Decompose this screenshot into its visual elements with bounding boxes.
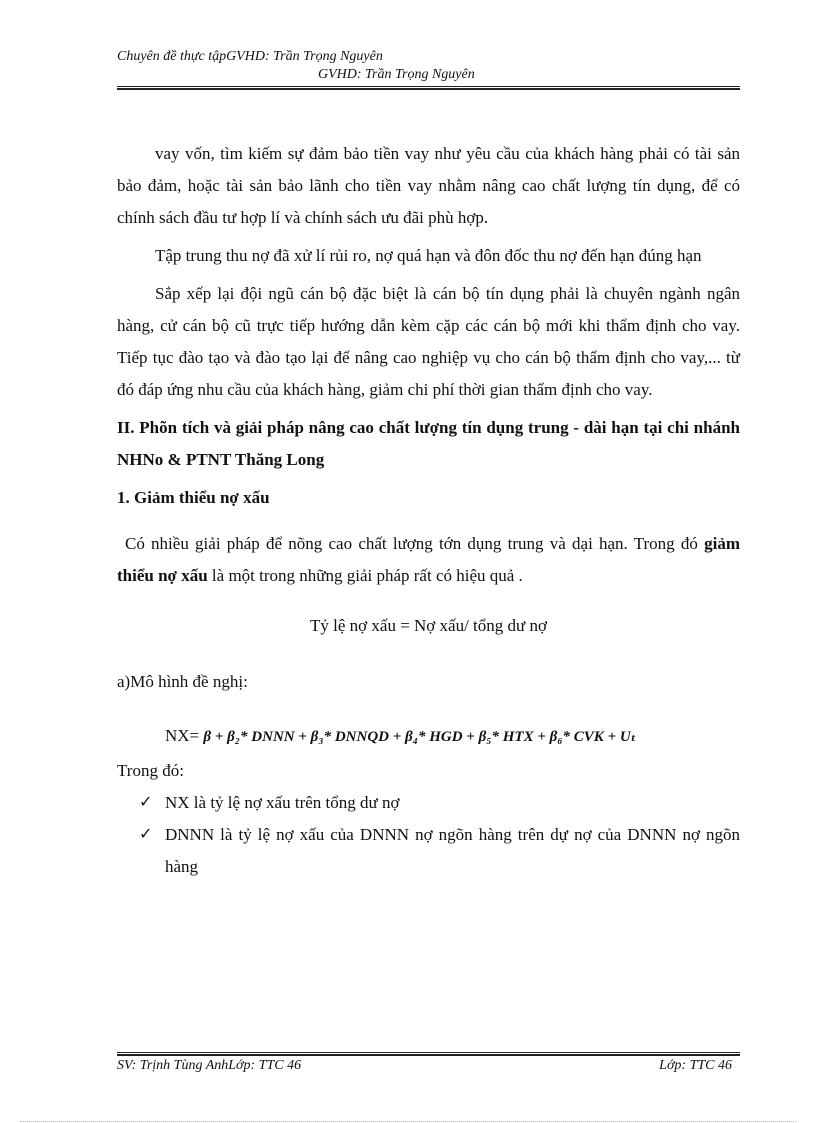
header-line-2: GVHD: Trần Trọng Nguyên xyxy=(318,67,475,82)
page-body xyxy=(117,138,740,883)
model-lhs: NX= xyxy=(165,726,200,745)
model-formula xyxy=(165,720,740,753)
list-item-text: DNNN là tỷ lệ nợ xấu của DNNN nợ ngõn hàng trên dự nợ của DNNN nợ ngõn hàng xyxy=(165,825,740,876)
list-item xyxy=(117,819,740,883)
checkmark-icon: ✓ xyxy=(139,794,153,811)
header-line-1: Chuyên đề thực tậpGVHD: Trần Trọng Nguyên xyxy=(117,49,383,64)
footer-right: Lớp: TTC 46 xyxy=(659,1058,732,1073)
paragraph-2: Tập trung thu nợ đã xử lí rủi ro, nợ quá hạn và đôn đốc thu nợ đến hạn đúng hạn xyxy=(155,246,702,265)
paragraph-1: vay vốn, tìm kiếm sự đảm bảo tiền vay như yêu cầu của khách hàng phải có tài sản bảo đảm, hoặc tài sản bảo lãnh cho tiền vay nhằm nâng cao chất lượng tín dụng, để có chính sách đầu tư hợp lí và chính sách ưu đãi phù hợp. xyxy=(117,144,740,227)
ratio-formula: Tỷ lệ nợ xấu = Nợ xấu/ tổng dư nợ xyxy=(310,616,547,635)
list-item xyxy=(117,787,740,819)
list-item-text: NX là tỷ lệ nợ xấu trên tổng dư nợ xyxy=(165,793,400,812)
intro-start: Có nhiều giải pháp để nõng cao chất lượng tớn dụng trung và dại hạn. Trong đó xyxy=(125,534,705,553)
intro-end: là một trong những giải pháp rất có hiệu quả . xyxy=(207,566,523,585)
page-edge-divider xyxy=(20,1121,796,1122)
paragraph-3: Sắp xếp lại đội ngũ cán bộ đặc biệt là cán bộ tín dụng phải là chuyên ngành ngân hàng, cử cán bộ cũ trực tiếp hướng dẫn kèm cặp các cán bộ mới khi thẩm định cho vay. Tiếp tục đào tạo và đào tạo lại để nâng cao nghiệp vụ cho cán bộ thẩm định cho vay,... từ đó đáp ứng nhu cầu của khách hàng, giảm chi phí thời gian thẩm định cho vay. xyxy=(117,284,740,399)
footer-rule xyxy=(117,1052,740,1056)
model-label: a)Mô hình đề nghị: xyxy=(117,672,248,691)
intro-bold: giảm thiểu nợ xấu xyxy=(117,534,740,585)
where-label: Trong đó: xyxy=(117,761,184,780)
footer-left: SV: Trịnh Tùng AnhLớp: TTC 46 xyxy=(117,1058,302,1073)
definition-list xyxy=(117,787,740,883)
section-subheading: 1. Giảm thiểu nợ xấu xyxy=(117,488,270,507)
header-rule xyxy=(117,86,740,90)
checkmark-icon: ✓ xyxy=(139,826,153,843)
model-rhs: β + β₂* DNNN + β₃* DNNQD + β₄* HGD + β₅* HTX + β₆* CVK + Uₜ xyxy=(203,729,637,745)
intro-paragraph xyxy=(117,528,740,592)
section-heading: II. Phõn tích và giải pháp nâng cao chất lượng tín dụng trung - dài hạn tại chi nhánh NHNo & PTNT Thăng Long xyxy=(117,418,740,469)
